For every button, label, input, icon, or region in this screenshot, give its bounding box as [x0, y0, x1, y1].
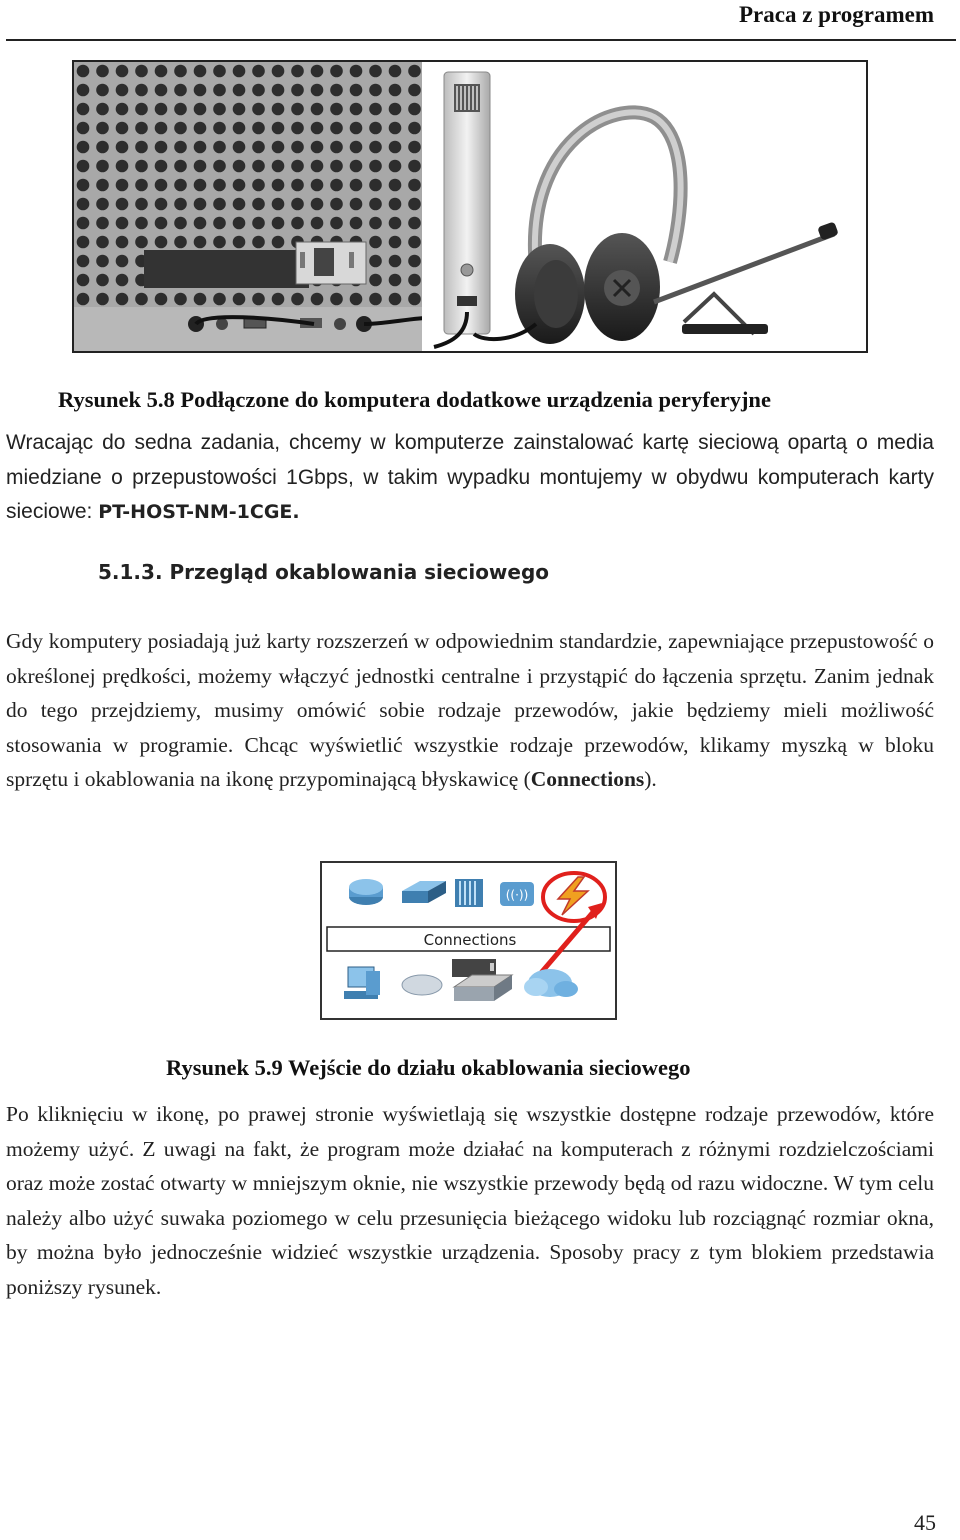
figure-caption-5-8: Rysunek 5.8 Podłączone do komputera dodatkowe urządzenia peryferyjne [58, 387, 771, 412]
custom-device-icon[interactable] [452, 959, 512, 1001]
running-header: Praca z programem [739, 2, 934, 27]
paragraph-text-before: Gdy komputery posiadają już karty rozszerzeń w odpowiednim standardzie, zapewniające przepustowość o określonej prędkości, możemy włączyć jednostki centralne i przystąpić do łączenia sprzętu. Zanim jednak do tego przejdziemy, musimy omówić sobie rodzaje przewodów, jakie będziemy mieli możliwość stosowania w programie. Chcąc wyświetlić wszystkie rodzaje przewodów, klikamy myszką w bloku sprzętu i okablowania na ikonę przypominającą błyskawicę ( [6, 629, 934, 791]
router-icon[interactable] [349, 879, 383, 905]
paragraph-text: Wracając do sedna zadania, chcemy w komputerze zainstalować kartę sieciową opartą o media miedziane o przepustowości 1Gbps, w takim wypadku montujemy w obydwu komputerach karty sieciowe: [6, 431, 934, 523]
figure-peripherals-image [72, 60, 868, 353]
paragraph-cabling-overview [6, 624, 934, 797]
paragraph-text-after: ). [644, 767, 657, 791]
connections-term: Connections [530, 767, 645, 791]
cloud-icon[interactable] [524, 969, 578, 997]
device-toolbar-illustration [322, 863, 615, 1018]
device-name: PT-HOST-NM-1CGE. [98, 501, 300, 523]
wireless-icon[interactable] [500, 882, 534, 906]
hub-icon[interactable] [455, 879, 483, 907]
computer-headset-illustration [74, 62, 866, 351]
paragraph-cable-view: Po kliknięciu w ikonę, po prawej stronie wyświetlają się wszystkie dostępne rodzaje przewodów, które możemy użyć. Z uwagi na fakt, że program może działać na komputerach z różnymi rozdzielczościami oraz może zostać otwarty w mniejszym oknie, nie wszystkie przewody będą od razu widoczne. W tym celu należy albo użyć suwaka poziomego w celu przesunięcia bieżącego widoku lub rozciągnąć rozmiar okna, by można było jednocześnie widzieć wszystkie urządzenia. Sposoby pracy z tym blokiem przedstawia poniższy rysunek. [6, 1102, 934, 1299]
figure-caption-5-9: Rysunek 5.9 Wejście do działu okablowania sieciowego [166, 1055, 691, 1080]
page-number: 45 [914, 1510, 936, 1535]
section-heading: 5.1.3. Przegląd okablowania sieciowego [98, 560, 550, 584]
end-devices-icon[interactable] [344, 967, 380, 999]
lightning-connections-icon[interactable] [558, 877, 588, 915]
header-rule [6, 39, 956, 41]
figure-connections-toolbar [320, 861, 617, 1020]
wan-emulation-icon[interactable] [402, 975, 442, 995]
switch-icon[interactable] [402, 881, 446, 903]
svg-text:((·)): ((·)) [505, 888, 529, 902]
paragraph-network-card [6, 426, 934, 530]
connections-label: Connections [423, 931, 517, 949]
